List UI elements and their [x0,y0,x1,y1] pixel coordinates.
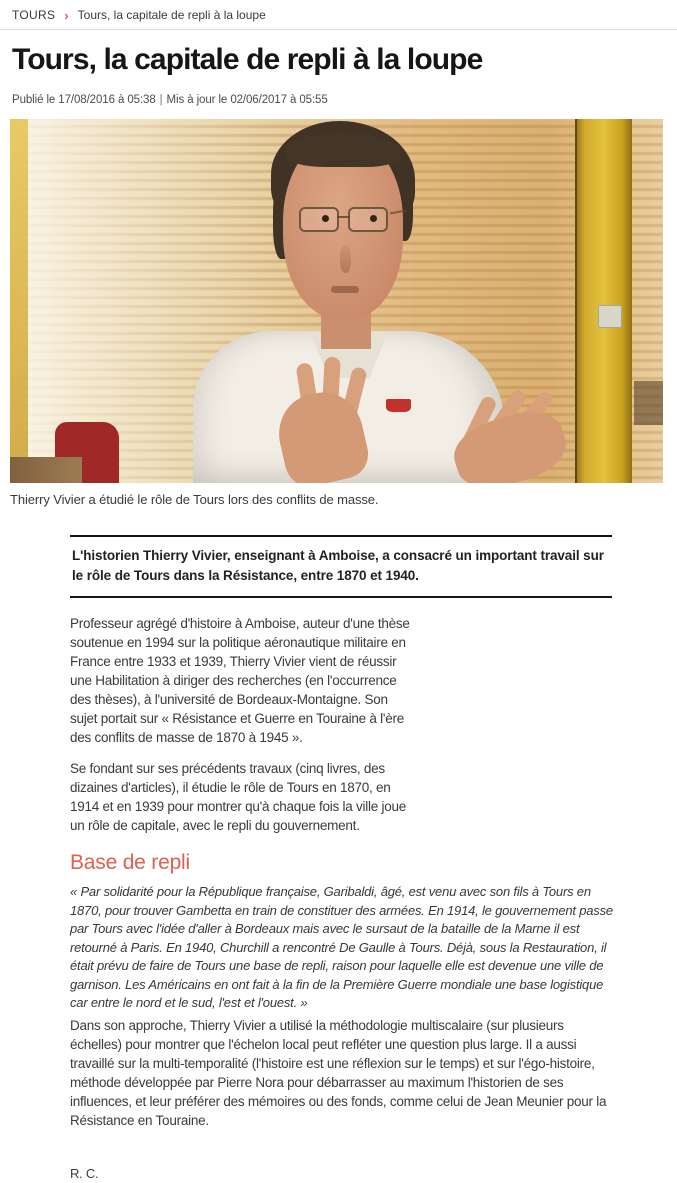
body-paragraph-1: Professeur agrégé d'histoire à Amboise, auteur d'une thèse soutenue en 1994 sur la politique aéronautique militaire en France entre 1933 et 1939, Thierry Vivier vient de réussir une Habilitation à diriger des recherches (en l'occurrence des thèses), à l'université de Bordeaux-Montaigne. Son sujet portait sur « Résistance et Guerre en Touraine à l'ère des conflits de masse de 1870 à 1945 ». [70,616,410,745]
breadcrumb-current-page: Tours, la capitale de repli à la loupe [77,8,266,22]
breadcrumb-divider [0,29,677,30]
quote-paragraph: « Par solidarité pour la République française, Garibaldi, âgé, est venu avec son fils à Tours en 1870, pour trouver Gambetta en train de constituer des armées. En 1914, le gouvernement passe par Tours avec l'idée d'aller à Bordeaux mais avec le sursaut de la bataille de la Marne il est retourné à Paris. En 1940, Churchill a rencontré De Gaulle à Tours. Déjà, sous la Restauration, il était prévu de faire de Tours une base de repli, raison pour laquelle elle est devenue une ville de garnison. Les Américains en ont fait à la fin de la Première Guerre mondiale une base logistique car entre le nord et le sud, l'est et l'ouest. » [70,884,613,1010]
meta-separator: | [159,94,163,106]
breadcrumb [0,0,677,29]
section-subheading: Base de repli [70,851,190,874]
article-meta [12,94,665,106]
author-signature: R. C. [70,1165,99,1181]
photo-warm-tint-overlay [10,119,663,483]
breadcrumb-section-link[interactable]: TOURS [12,8,56,22]
chevron-right-icon: › [64,7,69,23]
article-photo [10,119,663,483]
article-lead: L'historien Thierry Vivier, enseignant à Amboise, a consacré un important travail sur le rôle de Tours dans la Résistance, entre 1870 et 1940. [70,535,612,598]
photo-caption: Thierry Vivier a étudié le rôle de Tours lors des conflits de masse. [10,492,379,507]
body-paragraph-3: Dans son approche, Thierry Vivier a utilisé la méthodologie multiscalaire (sur plusieurs échelles) pour montrer que l'échelon local peut refléter une question plus large. Il a aussi travaillé sur la multi-temporalité (l'histoire est une réflexion sur le temps) et sur l'égo-histoire, méthode développée par Pierre Nora pour débarrasser au maximum l'historien de ses influences, et leur préférer des mémoires ou des fonds, comme celui de Jean Meunier pour la Résistance en Touraine. [70,1017,607,1128]
body-paragraph-2: Se fondant sur ses précédents travaux (cinq livres, des dizaines d'articles), il étudie le rôle de Tours en 1870, en 1914 et en 1939 pour montrer qu'à chaque fois la ville joue un rôle de capitale, avec le repli du gouvernement. [70,761,407,833]
article-body [70,535,615,1183]
published-date: Publié le 17/08/2016 à 05:38 [12,94,156,106]
updated-date: Mis à jour le 02/06/2017 à 05:55 [166,94,328,106]
page-title: Tours, la capitale de repli à la loupe [12,43,483,76]
